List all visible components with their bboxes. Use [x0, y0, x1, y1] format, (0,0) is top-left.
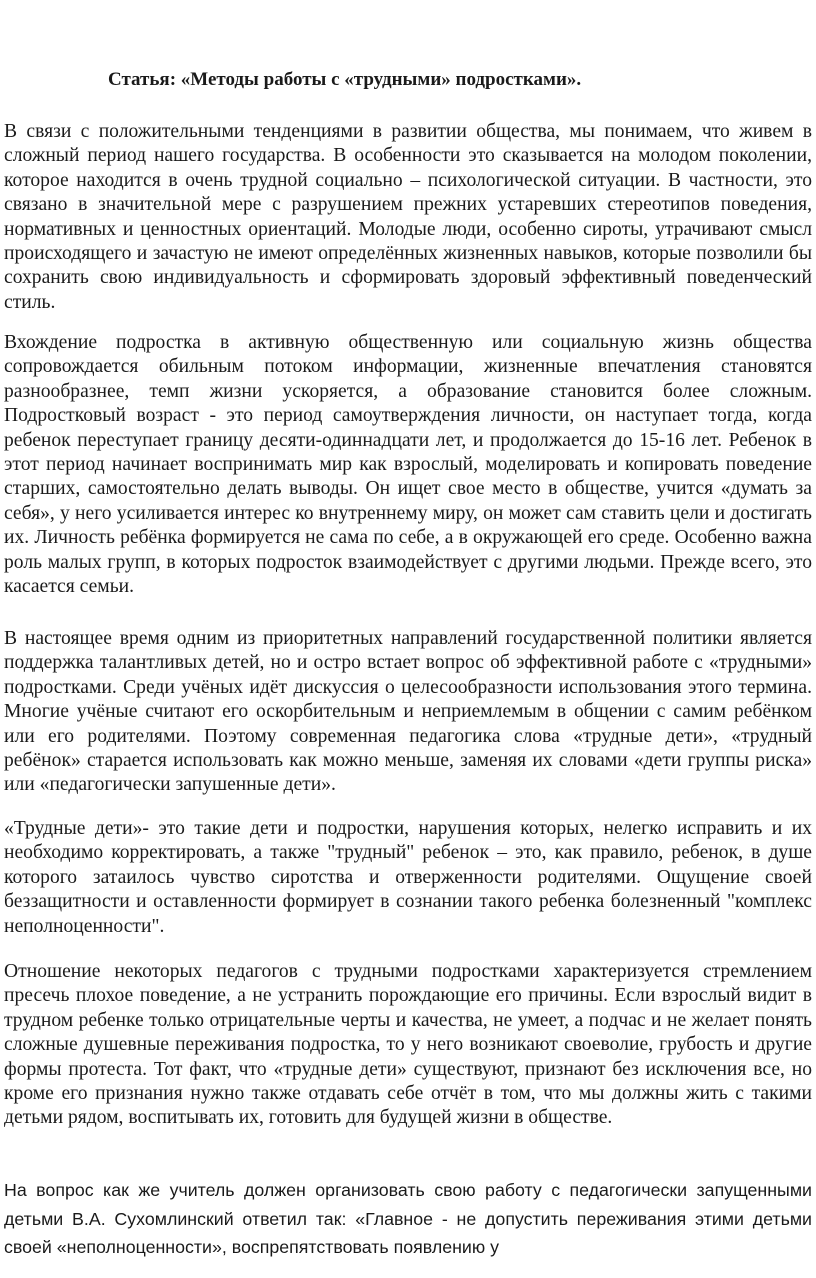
- paragraph-5: Отношение некоторых педагогов с трудными подростками характеризуется стремлением пресечь плохое поведение, а не устранить порождающие его причины. Если взрослый видит в трудном ребенке только отрицательные черты и качества, не умеет, а подчас и не желает понять сложные душевные переживания подростка, то у него возникают своеволие, грубость и другие формы протеста. Тот факт, что «трудные дети» существуют, признают без исключения все, но кроме его признания нужно также отдавать себе отчёт в том, что мы должны жить с такими детьми рядом, воспитывать их, готовить для будущей жизни в обществе.: [4, 961, 812, 1129]
- paragraph-1: В связи с положительными тенденциями в развитии общества, мы понимаем, что живем в сложный период нашего государства. В особенности это сказывается на молодом поколении, которое находится в очень трудной социально – психологической ситуации. В частности, это связано в значительной мере с разрушением прежних устаревших стереотипов поведения, нормативных и ценностных ориентаций. Молодые люди, особенно сироты, утрачивают смысл происходящего и зачастую не имеют определённых жизненных навыков, которые позволили бы сохранить свою индивидуальность и сформировать здоровый эффективный поведенческий стиль.: [4, 121, 812, 313]
- paragraph-3: В настоящее время одним из приоритетных направлений государственной политики является поддержка талантливых детей, но и остро встает вопрос об эффективной работе с «трудными» подростками. Среди учёных идёт дискуссия о целесообразности использования этого термина. Многие учёные считают его оскорбительным и неприемлемым в общении с самим ребёнком или его родителями. Поэтому современная педагогика слова «трудные дети», «трудный ребёнок» старается использовать как можно меньше, заменяя их словами «дети группы риска» или «педагогически запушенные дети».: [4, 628, 812, 796]
- paragraph-6: На вопрос как же учитель должен организовать свою работу с педагогически запущенными детьми В.А. Сухомлинский ответил так: «Главное - не допустить переживания этими детьми своей «неполноценности», воспрепятствовать появлению у: [4, 1180, 812, 1257]
- paragraph-4: «Трудные дети»- это такие дети и подростки, нарушения которых, нелегко исправить и их необходимо корректировать, а также "трудный" ребенок – это, как правило, ребенок, в душе которого затаилось чувство сиротства и отверженности родителями. Ощущение своей беззащитности и оставленности формирует в сознании такого ребенка болезненный "комплекс неполноценности".: [4, 818, 812, 937]
- paragraph-2: Вхождение подростка в активную общественную или социальную жизнь общества сопровождается обильным потоком информации, жизненные впечатления становятся разнообразнее, темп жизни ускоряется, а образование становится более сложным. Подростковый возраст - это период самоутверждения личности, он наступает тогда, когда ребенок переступает границу десяти-одиннадцати лет, и продолжается до 15-16 лет. Ребенок в этот период начинает воспринимать мир как взрослый, моделировать и копировать поведение старших, самостоятельно делать выводы. Он ищет свое место в обществе, учится «думать за себя», у него усиливается интерес ко внутреннему миру, он может сам ставить цели и достигать их. Личность ребёнка формируется не сама по себе, а в окружающей его среде. Особенно важна роль малых групп, в которых подросток взаимодействует с другими людьми. Прежде всего, это касается семьи.: [4, 332, 812, 598]
- article-title: Статья: «Методы работы с «трудными» подростками».: [108, 69, 582, 90]
